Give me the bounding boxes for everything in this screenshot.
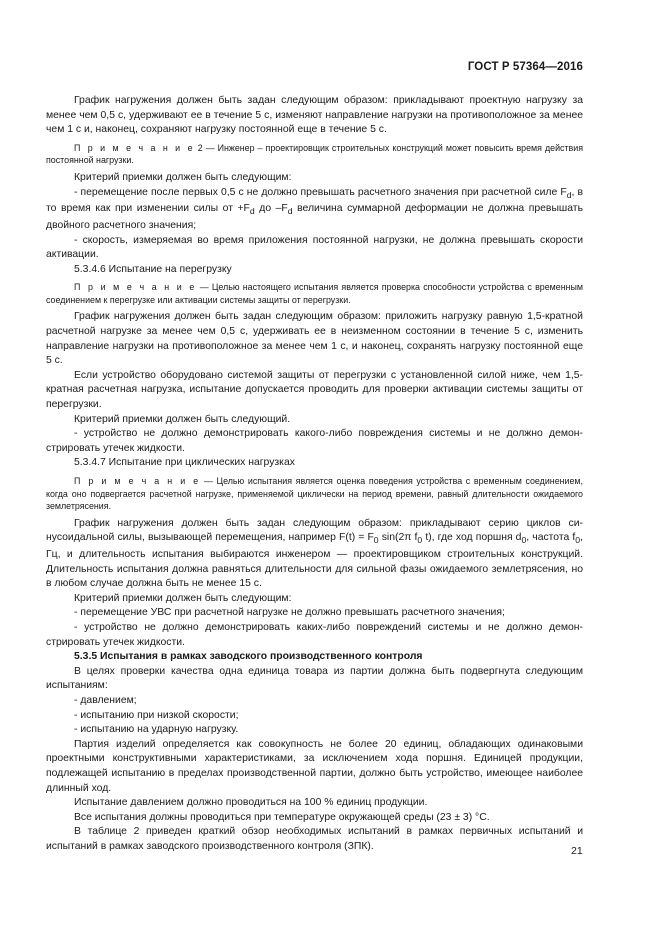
paragraph: Партия изделий определяется как совокупность не более 20 единиц, обладающих одинаковыми проектными конструктивными характеристиками, за исключением хода поршня. Единицей продукции, подлежащей испытанию в пределах производственной партии, должно быть устройство, имеющее наиболее длинный ход. [46,738,583,794]
paragraph: В таблице 2 приведен краткий обзор необходимых испытаний в рамках первичных испытаний и испытаний в рамках заводского производственного контроля (ЗПК). [46,826,583,852]
list-item: - испытанию на ударную нагрузку. [74,724,239,736]
note-label: П р и м е ч а н и е [74,282,197,293]
paragraph: Все испытания должны проводиться при температуре окружающей среды (23 ± 3) °С. [74,811,490,823]
list-item: - давлением; [74,694,137,706]
document-body [46,94,583,855]
paragraph: В целях проверки качества одна единица товара из партии должна быть подвергнута следующим испытаниям: [46,665,583,692]
list-item: - испытанию при низкой скорости; [74,709,239,721]
section-heading: 5.3.4.6 Испытание на перегрузку [74,263,232,275]
list-item: - скорость, измеряемая во время приложения постоянной нагрузки, не должна превышать скорости активации. [46,234,583,261]
document-header: ГОСТ Р 57364—2016 [467,61,583,73]
paragraph: Испытание давлением должно проводиться на 100 % единиц продукции. [74,797,428,809]
paragraph: Критерий приемки должен быть следующий. [74,413,291,425]
list-item: - устройство не должно демонстрировать какого-либо повреждения системы и не должно демонстрировать утечек жидкости. [46,428,583,454]
note [46,142,583,167]
paragraph: График нагружения должен быть задан следующим образом: прикладывают серию циклов синусоидальной силы, вызывающей перемещения, например $F(t) = F_0$ sin(2π $f_0$ t), где ход поршня $d_0$, частота $f_0$, Гц, и длительность испытания выбираются инженером — проектировщиком строительных конструкций. Длительность испытания должна равняться длительности для сильной фазы ожидаемого землетрясения, но в любом случае должна быть не менее 15 с. [46,517,583,590]
note [46,475,583,513]
note-text: 2 — Инженер – проектировщик строительных конструкций может повысить время действия постоянной нагрузки. [46,142,584,166]
section-heading: 5.3.4.7 Испытание при циклических нагрузках [74,457,295,469]
note-text: — Целью испытания является оценка поведения устройства с временным соединением, когда оно подвергается расчетной нагрузке, применяемой циклически на период времени, равный длительности ожидаемого землетрясения. [46,476,583,512]
paragraph: Критерий приемки должен быть следующим: [74,171,292,183]
list-item: - перемещение после первых 0,5 с не должно превышать расчетного значения при расчетной силе $F_d$, в то время как при изменении силы от $+F_d$ до $-F_d$ величина суммарной деформации не должна превышать двойного расчетного значения; [46,186,584,231]
paragraph: График нагружения должен быть задан следующим образом: приложить нагрузку равную 1,5-кратной расчетной нагрузке за менее чем 0,5 с, удерживать ее в неизменном состоянии в течение 5 с, изменить направление нагрузки на противоположное за менее чем 1 с, и наконец, сохранять нагрузку постоянной еще 5 с. [46,311,583,367]
paragraph: Если устройство оборудовано системой защиты от перегрузки с установленной силой ниже, чем 1,5-кратная расчетная нагрузка, испытание допускается проводить для проверки активации системы защиты от перегрузки. [46,369,583,411]
paragraph: Критерий приемки должен быть следующим: [74,592,292,604]
note-text: — Целью настоящего испытания является проверка способности устройства с временным соединением к перегрузке или активации системы защиты от перегрузки. [46,282,583,305]
section-heading: 5.3.5 Испытания в рамках заводского производственного контроля [74,651,423,663]
paragraph: График нагружения должен быть задан следующим образом: прикладывают проектную нагрузку за менее чем 0,5 с, удерживают ее в течение 5 с, изменяют направление нагрузки на противоположное за менее чем 1 с и, наконец, сохраняют нагрузку постоянной еще в течение 5 с. [46,95,583,136]
note-label: П р и м е ч а н и е [74,476,201,486]
note-label: П р и м е ч а н и е [74,142,195,153]
list-item: - устройство не должно демонстрировать каких-либо повреждений системы и не должно демонстрировать утечек жидкости. [46,622,583,648]
page-number: 21 [571,845,583,857]
list-item: - перемещение УВС при расчетной нагрузке не должно превышать расчетного значения; [74,607,505,619]
note [46,281,583,306]
